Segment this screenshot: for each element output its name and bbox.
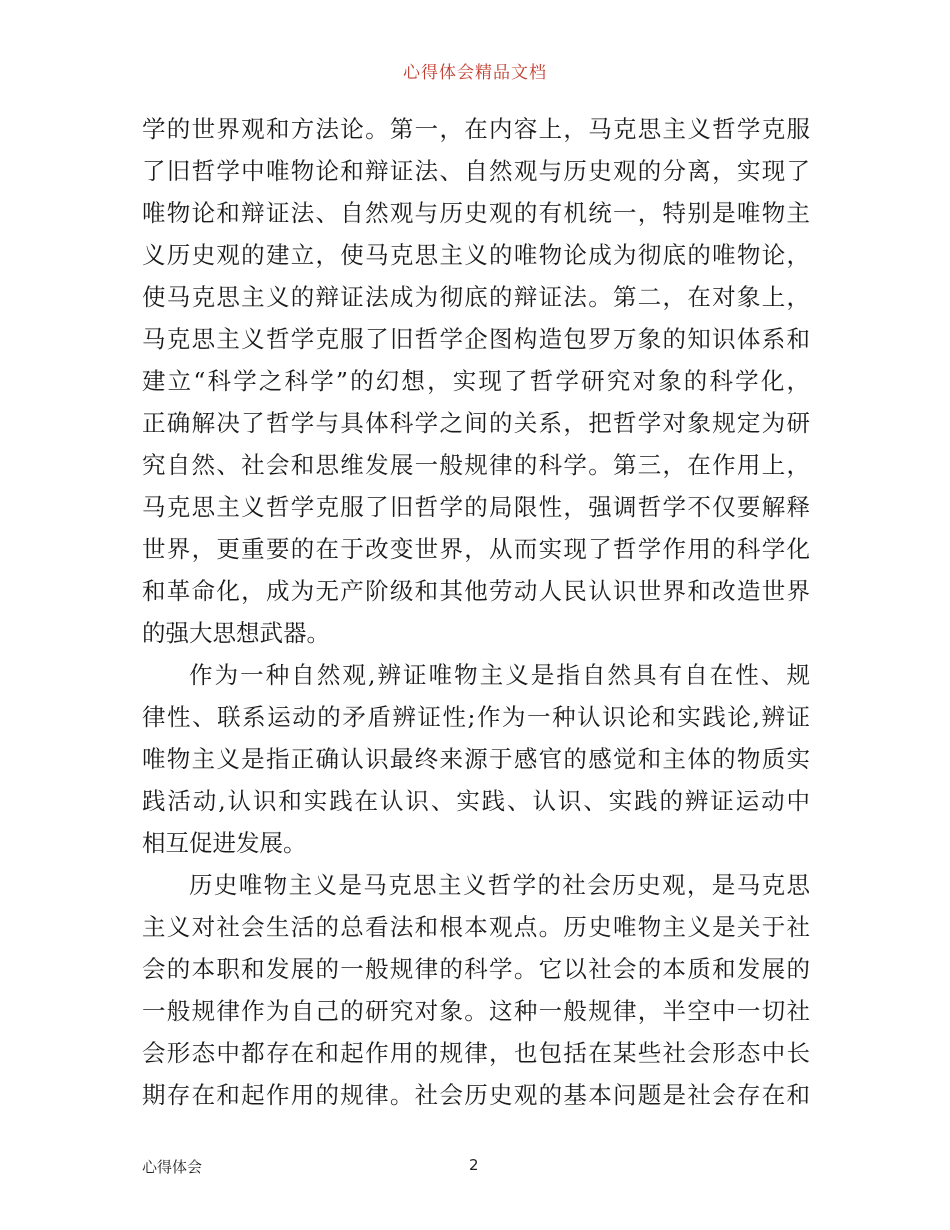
text-line: 马克思主义哲学克服了旧哲学的局限性，强调哲学不仅要解释 — [142, 493, 810, 521]
page-number: 2 — [469, 1156, 479, 1174]
document-body — [142, 108, 810, 1116]
page-header-title: 心得体会精品文档 — [403, 63, 547, 83]
text-line: 作为一种自然观,辨证唯物主义是指自然具有自在性、规 — [189, 661, 810, 689]
text-line: 学的世界观和方法论。第一，在内容上，马克思主义哲学克服 — [142, 115, 810, 143]
paragraph-2 — [142, 654, 810, 864]
text-line: 一般规律作为自己的研究对象。这种一般规律，半空中一切社 — [142, 997, 810, 1025]
text-line: 历史唯物主义是马克思主义哲学的社会历史观，是马克思 — [189, 871, 810, 899]
text-line: 唯物论和辩证法、自然观与历史观的有机统一，特别是唯物主 — [142, 199, 810, 227]
text-line: 义历史观的建立，使马克思主义的唯物论成为彻底的唯物论， — [142, 241, 810, 269]
text-line: 世界，更重要的在于改变世界，从而实现了哲学作用的科学化 — [142, 535, 810, 563]
text-line: 究自然、社会和思维发展一般规律的科学。第三，在作用上， — [142, 451, 810, 479]
text-line: 了旧哲学中唯物论和辩证法、自然观与历史观的分离，实现了 — [142, 157, 810, 185]
text-line: 建立“科学之科学”的幻想，实现了哲学研究对象的科学化， — [142, 367, 810, 395]
text-line: 践活动,认识和实践在认识、实践、认识、实践的辨证运动中 — [142, 787, 810, 815]
paragraph-3 — [142, 864, 810, 1116]
text-line: 律性、联系运动的矛盾辨证性;作为一种认识论和实践论,辨证 — [142, 703, 810, 731]
text-line: 唯物主义是指正确认识最终来源于感官的感觉和主体的物质实 — [142, 745, 810, 773]
text-line: 和革命化，成为无产阶级和其他劳动人民认识世界和改造世界 — [142, 577, 810, 605]
paragraph-1 — [142, 108, 810, 654]
text-line: 正确解决了哲学与具体科学之间的关系，把哲学对象规定为研 — [142, 409, 810, 437]
text-line: 的强大思想武器。 — [142, 619, 330, 647]
text-line: 会的本职和发展的一般规律的科学。它以社会的本质和发展的 — [142, 955, 810, 983]
text-line: 期存在和起作用的规律。社会历史观的基本问题是社会存在和 — [142, 1081, 810, 1109]
footer-label: 心得体会 — [142, 1158, 203, 1176]
text-line: 相互促进发展。 — [142, 829, 307, 857]
text-line: 使马克思主义的辩证法成为彻底的辩证法。第二，在对象上， — [142, 283, 810, 311]
text-line: 会形态中都存在和起作用的规律，也包括在某些社会形态中长 — [142, 1039, 810, 1067]
text-line: 主义对社会生活的总看法和根本观点。历史唯物主义是关于社 — [142, 913, 810, 941]
text-line: 马克思主义哲学克服了旧哲学企图构造包罗万象的知识体系和 — [142, 325, 810, 353]
